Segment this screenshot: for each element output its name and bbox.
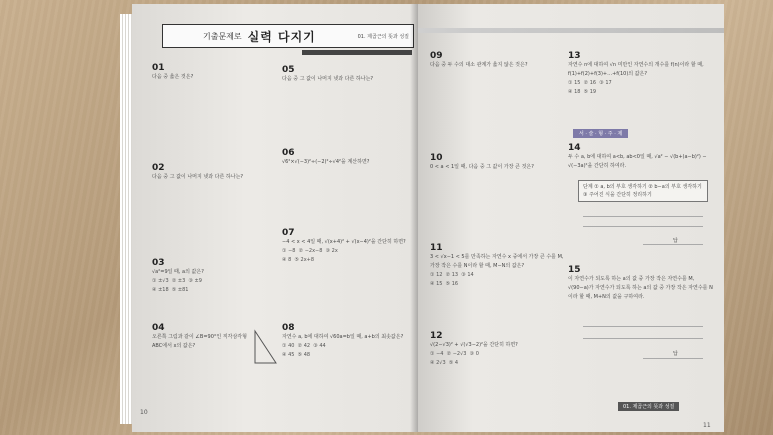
triangle-figure [252, 329, 278, 365]
question-06: 06 √6²×√(−3)²÷(−2)²÷√4²을 계산하면? [282, 148, 370, 165]
header-left-label: 기출문제로 [203, 31, 242, 41]
open-workbook [120, 4, 732, 432]
question-09: 09 다음 중 두 수의 대소 관계가 옳지 않은 것은? [430, 51, 528, 68]
left-page [132, 4, 418, 432]
right-page [418, 4, 724, 432]
header-title: 실력 다지기 [247, 29, 316, 44]
answer-line [583, 326, 703, 327]
question-14: 14 두 수 a, b에 대하여 a<b, ab<0일 때, √a² − √(b+(a−b)²) − √(−3a)²을 간단히 하여라. [568, 143, 707, 169]
question-01: 01 다음 중 옳은 것은? [152, 63, 194, 80]
question-11: 11 3 < √x−1 < 5를 만족하는 자연수 x 중에서 가장 큰 수를 M, 가장 작은 수를 N이라 할 때, M−N의 값은? ① 12 ② 13 ③ 14 ④ 15 ⑤ 16 [430, 243, 564, 287]
question-07: 07 −4 < x < 4일 때, √(x+4)² + √(x−4)²을 간단히 하면? ① −8 ② −2x−8 ③ 2x ④ 8 ⑤ 2x+8 [282, 228, 406, 263]
question-13: 13 자연수 n에 대하여 √n 미만인 자연수의 개수를 f(n)이라 할 때, f(1)+f(2)+f(3)+…+f(10)의 값은? ① 15 ② 16 ③ 17 ④ 18 ⑤ 19 [568, 51, 704, 95]
question-12: 12 √(2−√3)² + √(√3−2)²을 간단히 하면? ① −4 ② −2√3 ③ 0 ④ 2√3 ⑤ 4 [430, 331, 518, 366]
answer-line [583, 338, 703, 339]
page-number-right: 11 [703, 422, 711, 429]
question-15: 15 이 자연수가 되도록 하는 a의 값 중 가장 작은 자연수를 M, √(90−a)가 자연수가 되도록 하는 a의 값 중 가장 작은 자연수를 N이라 할 때, M+N의 값을 구하여라. [568, 265, 713, 300]
section-header [162, 24, 414, 48]
answer-blank [643, 358, 703, 359]
answer-line [583, 216, 703, 217]
hint-box: 단계 ① a, b의 부호 생각하기 ② b−a의 부호 생각하기 ③ 주어진 식을 간단히 정리하기 [578, 180, 708, 202]
footer-tag: 01. 제곱근의 뜻과 성질 [618, 402, 679, 411]
answer-blank [643, 244, 703, 245]
question-05: 05 다음 중 그 값이 나머지 넷과 다른 하나는? [282, 65, 374, 82]
right-header-bar [418, 28, 724, 33]
answer-label: 답 [673, 238, 678, 244]
header-chapter: 01. 제곱근의 뜻과 성질 [357, 33, 409, 40]
page-number-left: 10 [140, 409, 148, 416]
header-subbar [302, 50, 412, 55]
answer-line [583, 226, 703, 227]
answer-label: 답 [673, 351, 678, 357]
section-tab: 서 · 술 · 형 · 주 · 제 [573, 129, 628, 138]
question-02: 02 다음 중 그 값이 나머지 넷과 다른 하나는? [152, 163, 244, 180]
question-08: 08 자연수 a, b에 대하여 √60a=b일 때, a+b의 최솟값은? ① 40 ② 42 ③ 44 ④ 45 ⑤ 48 [282, 323, 404, 358]
question-04: 04 오른쪽 그림과 같이 ∠B=90°인 직각삼각형 ABC에서 x의 값은? [152, 323, 247, 349]
question-10: 10 0 < a < 1일 때, 다음 중 그 값이 가장 큰 것은? [430, 153, 534, 170]
question-03: 03 √a²=9일 때, a의 값은? ① ±√3 ② ±3 ③ ±9 ④ ±18 ⑤ ±81 [152, 258, 204, 293]
